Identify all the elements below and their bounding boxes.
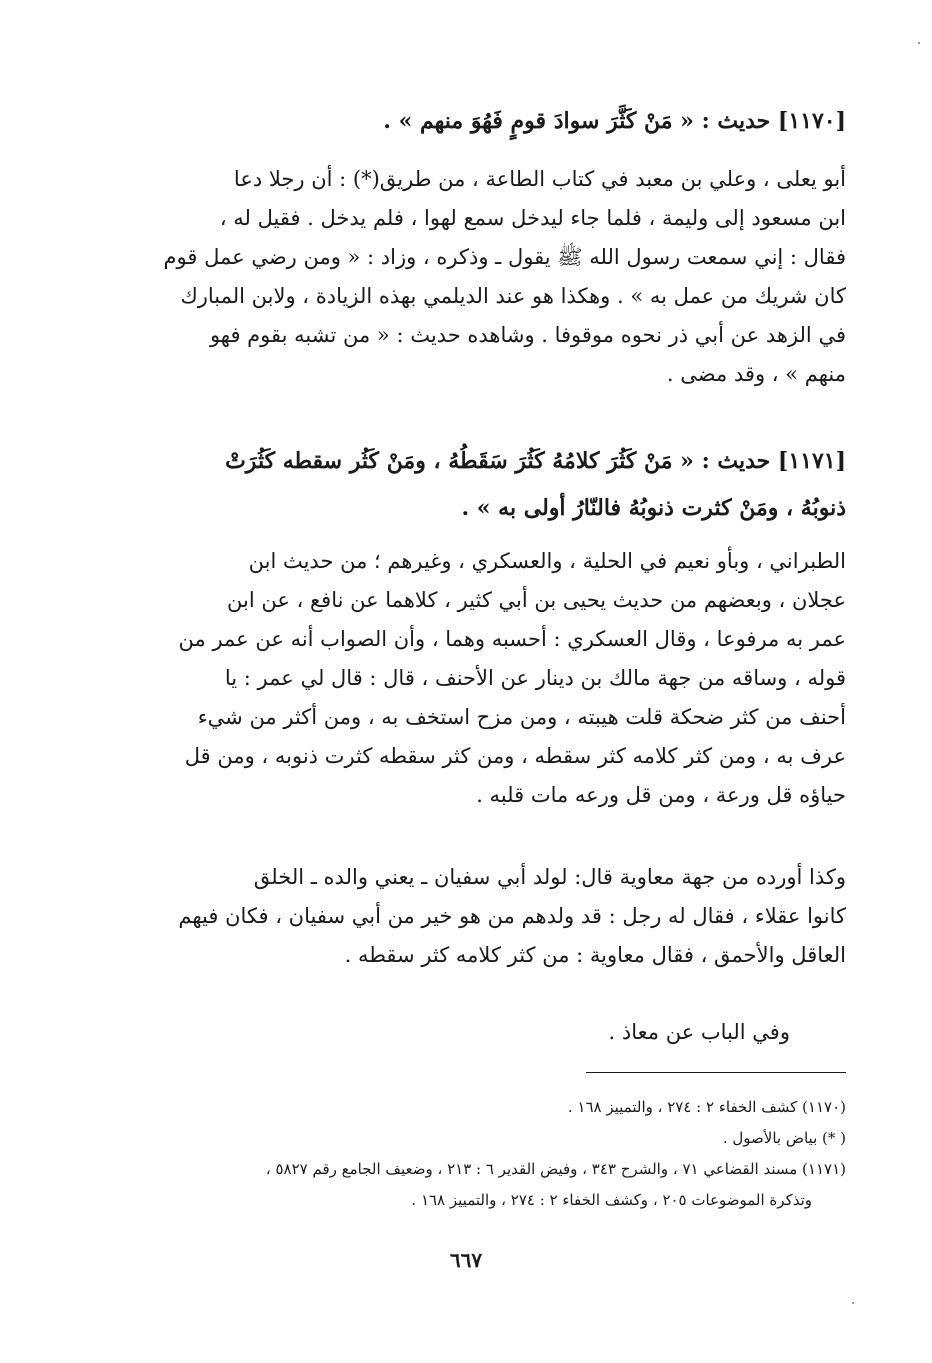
scan-speck <box>852 1302 854 1304</box>
footnote-divider <box>586 1072 846 1073</box>
hadith-header-line: [١١٧١] حديث : « مَنْ كَثُرَ كلامُهُ كَثُرَ سَقَطُهُ ، ومَنْ كَثُر سقطه كَثُرَتْ <box>225 448 846 474</box>
commentary-line: عجلان ، وبعضهم من حديث يحيى بن أبي كثير ، كلاهما عن نافع ، عن ابن <box>227 588 846 612</box>
footnotes <box>86 1092 846 1216</box>
commentary-line: الطبراني ، وبأو نعيم في الحلية ، والعسكري ، وغيرهم ؛ من حديث ابن <box>248 549 846 573</box>
commentary-line: العاقل والأحمق ، فقال معاوية : من كثر كلامه كثر سقطه . <box>344 943 846 967</box>
hadith-1170-commentary <box>86 160 846 394</box>
hadith-1171-header <box>86 438 846 532</box>
commentary-line: حياؤه قل ورعة ، ومن قل ورعه مات قلبه . <box>476 783 846 807</box>
commentary-line: فقال : إني سمعت رسول الله ﷺ يقول ـ وذكره ، وزاد : « ومن رضي عمل قوم <box>163 245 846 269</box>
commentary-line: عمر به مرفوعا ، وقال العسكري : أحسبه وهما ، وأن الصواب أنه عن عمر من <box>178 627 846 651</box>
commentary-line: ابن مسعود إلى وليمة ، فلما جاء ليدخل سمع لهوا ، فلم يدخل . فقيل له ، <box>219 206 846 230</box>
muawiya-paragraph <box>86 858 846 975</box>
footnote-item: (١١٧٠) كشف الخفاء ٢ : ٢٧٤ ، والتمييز ١٦٨ . <box>567 1098 846 1116</box>
commentary-line: منهم » ، وقد مضى . <box>666 362 846 386</box>
commentary-line: أحنف من كثر ضحكة قلت هيبته ، ومن مزح استخف به ، ومن أكثر من شيء <box>197 705 846 729</box>
commentary-line: عرف به ، ومن كثر كلامه كثر سقطه ، ومن كثر سقطه كثرت ذنوبه ، ومن قل <box>184 744 846 768</box>
footnote-item: (١١٧١) مسند القضاعي ٧١ ، والشرح ٣٤٣ ، وفيض القدير ٦ : ٢١٣ ، وضعيف الجامع رقم ٥٨٢٧ ، <box>265 1160 846 1178</box>
hadith-1170-header <box>86 98 846 145</box>
footnote-item: ( *) بياض بالأصول . <box>722 1129 846 1147</box>
page-number: ٦٦٧ <box>449 1248 483 1272</box>
hadith-1171-commentary <box>86 542 846 815</box>
hadith-header-line: [١١٧٠] حديث : « مَنْ كَثَّرَ سوادَ قومٍ فَهُوَ منهم » . <box>383 108 846 134</box>
commentary-line: وكذا أورده من جهة معاوية قال: لولد أبي سفيان ـ يعني والده ـ الخلق <box>253 865 846 889</box>
chapter-reference: وفي الباب عن معاذ . <box>608 1020 790 1044</box>
commentary-line: في الزهد عن أبي ذر نحوه موقوفا . وشاهده حديث : « من تشبه بقوم فهو <box>209 323 846 347</box>
commentary-line: قوله ، وساقه من جهة مالك بن دينار عن الأحنف ، قال : قال لي عمر : يا <box>224 666 846 690</box>
commentary-line: كانوا عقلاء ، فقال له رجل : قد ولدهم من هو خير من أبي سفيان ، فكان فيهم <box>178 904 846 928</box>
hadith-header-line: ذنوبُهُ ، ومَنْ كثرت ذنوبُهُ فالنّارُ أولى به » . <box>461 495 846 521</box>
commentary-line: أبو يعلى ، وعلي بن معبد في كتاب الطاعة ، من طريق(*) : أن رجلا دعا <box>233 167 846 191</box>
scan-speck <box>918 42 920 44</box>
footnote-item: وتذكرة الموضوعات ٢٠٥ ، وكشف الخفاء ٢ : ٢٧٤ ، والتمييز ١٦٨ . <box>411 1191 812 1209</box>
commentary-line: كان شريك من عمل به » . وهكذا هو عند الديلمي بهذه الزيادة ، ولابن المبارك <box>180 284 846 308</box>
